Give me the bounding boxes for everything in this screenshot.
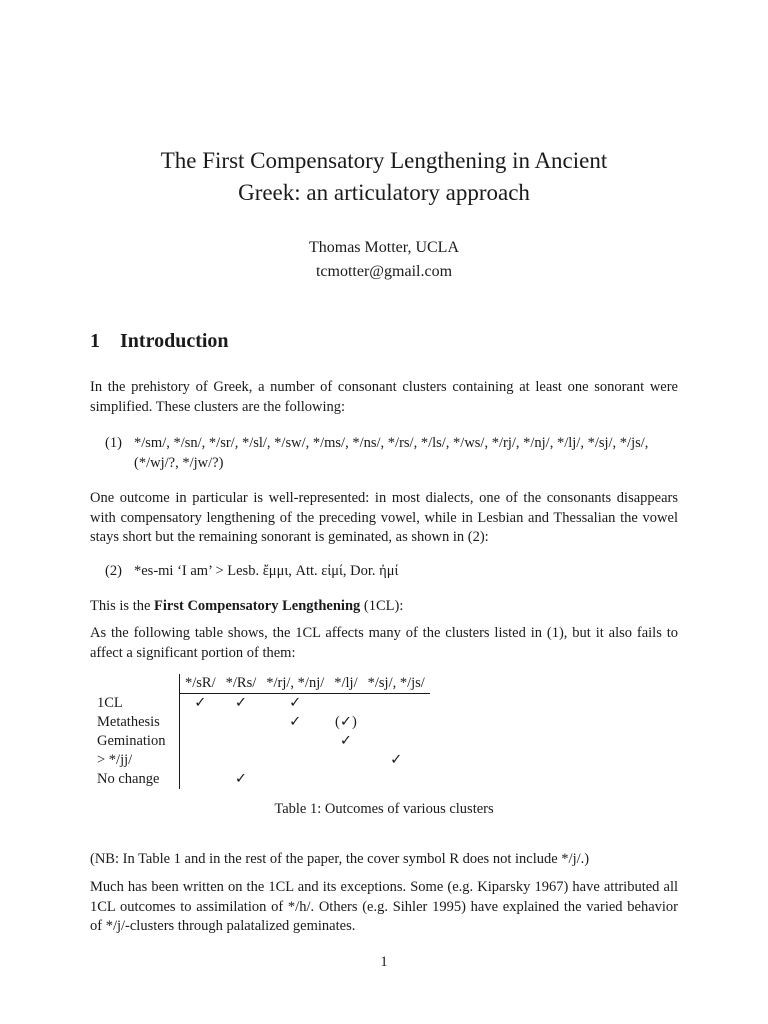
column-header: */rj/, */nj/: [261, 674, 329, 694]
section-title: Introduction: [120, 330, 229, 352]
table-cell: [221, 751, 262, 770]
table-cell: (✓): [335, 714, 357, 730]
table-cell: [363, 770, 430, 789]
author-block: [0, 236, 768, 284]
title-line-1: The First Compensatory Lengthening in Ancient: [160, 148, 608, 173]
table-cell: [261, 732, 329, 751]
table-cell: ✓: [234, 695, 248, 711]
table-cell: [180, 732, 221, 751]
row-label: Metathesis: [92, 713, 180, 732]
example-2-number: (2): [105, 563, 122, 579]
table-cell: ✓: [234, 771, 248, 787]
table-cell: [261, 770, 329, 789]
table-row: [92, 713, 430, 732]
section-heading: [90, 330, 229, 353]
row-label: 1CL: [92, 694, 180, 714]
table-cell: [221, 713, 262, 732]
table-cell: [261, 751, 329, 770]
table-cell: ✓: [390, 752, 403, 768]
paragraph-1: In the prehistory of Greek, a number of consonant clusters containing at least one sonorant were simplified. These clusters are the following:: [90, 379, 678, 415]
page-number: 1: [380, 954, 388, 970]
column-header: */sR/: [180, 674, 221, 694]
table-row: [92, 751, 430, 770]
paper-title: [0, 145, 768, 209]
table-cell: [363, 713, 430, 732]
example-2-text: *es-mi ‘I am’ > Lesb. ἔμμι, Att. εἰμί, Dor. ἠμί: [134, 563, 399, 579]
table-cell: [221, 732, 262, 751]
row-label: > */jj/: [92, 751, 180, 770]
table-row: [92, 694, 430, 714]
table-cell: [180, 751, 221, 770]
paragraph-3: [90, 597, 678, 617]
example-1: [105, 434, 678, 473]
table-cell: [329, 694, 362, 714]
table-cell: [329, 770, 362, 789]
column-header: */Rs/: [221, 674, 262, 694]
table-header-row: [92, 674, 430, 694]
column-header: */sj/, */js/: [363, 674, 430, 694]
table-cell: ✓: [289, 695, 302, 711]
table-caption: Table 1: Outcomes of various clusters: [274, 801, 494, 817]
paragraph-5: (NB: In Table 1 and in the rest of the paper, the cover symbol R does not include */j/.): [90, 851, 590, 867]
row-label: Gemination: [92, 732, 180, 751]
row-label: No change: [92, 770, 180, 789]
table-cell: ✓: [289, 714, 302, 730]
paragraph-6: Much has been written on the 1CL and its exceptions. Some (e.g. Kiparsky 1967) have attributed all 1CL outcomes to assimilation of */h/. Others (e.g. Sihler 1995) have explained the varied behavior of */j/-clusters through palatalized geminates.: [90, 879, 678, 934]
author-email: tcmotter@gmail.com: [315, 263, 453, 280]
table-row: [92, 732, 430, 751]
section-number: 1: [90, 330, 100, 352]
table-cell: [180, 713, 221, 732]
table-row: [92, 770, 430, 789]
table-cell: ✓: [194, 695, 207, 711]
table-cell: [329, 751, 362, 770]
table-corner: [92, 674, 180, 694]
example-2: [105, 562, 678, 582]
table-cell: [363, 694, 430, 714]
column-header: */lj/: [329, 674, 362, 694]
paragraph-3-term: First Compensatory Lengthening: [154, 598, 361, 614]
paragraph-3-prefix: This is the: [90, 598, 155, 614]
paragraph-4: As the following table shows, the 1CL affects many of the clusters listed in (1), but it also fails to affect a significant portion of them:: [90, 625, 678, 661]
author-name: Thomas Motter, UCLA: [308, 239, 459, 256]
paragraph-2: One outcome in particular is well-represented: in most dialects, one of the consonants disappears with compensatory lengthening of the preceding vowel, while in Lesbian and Thessalian the vowel stays short but the remaining sonorant is geminated, as shown in (2):: [90, 490, 678, 545]
outcomes-table: [92, 674, 430, 789]
table-cell: [180, 770, 221, 789]
example-1-text: */sm/, */sn/, */sr/, */sl/, */sw/, */ms/, */ns/, */rs/, */ls/, */ws/, */rj/, */nj/, */lj/, */sj/, */js/, (*/wj/?, */jw/?): [134, 435, 649, 471]
paragraph-3-suffix: (1CL):: [360, 598, 404, 614]
example-1-number: (1): [105, 435, 122, 451]
table-cell: ✓: [339, 733, 353, 749]
table-cell: [363, 732, 430, 751]
title-line-2: Greek: an articulatory approach: [238, 180, 530, 205]
